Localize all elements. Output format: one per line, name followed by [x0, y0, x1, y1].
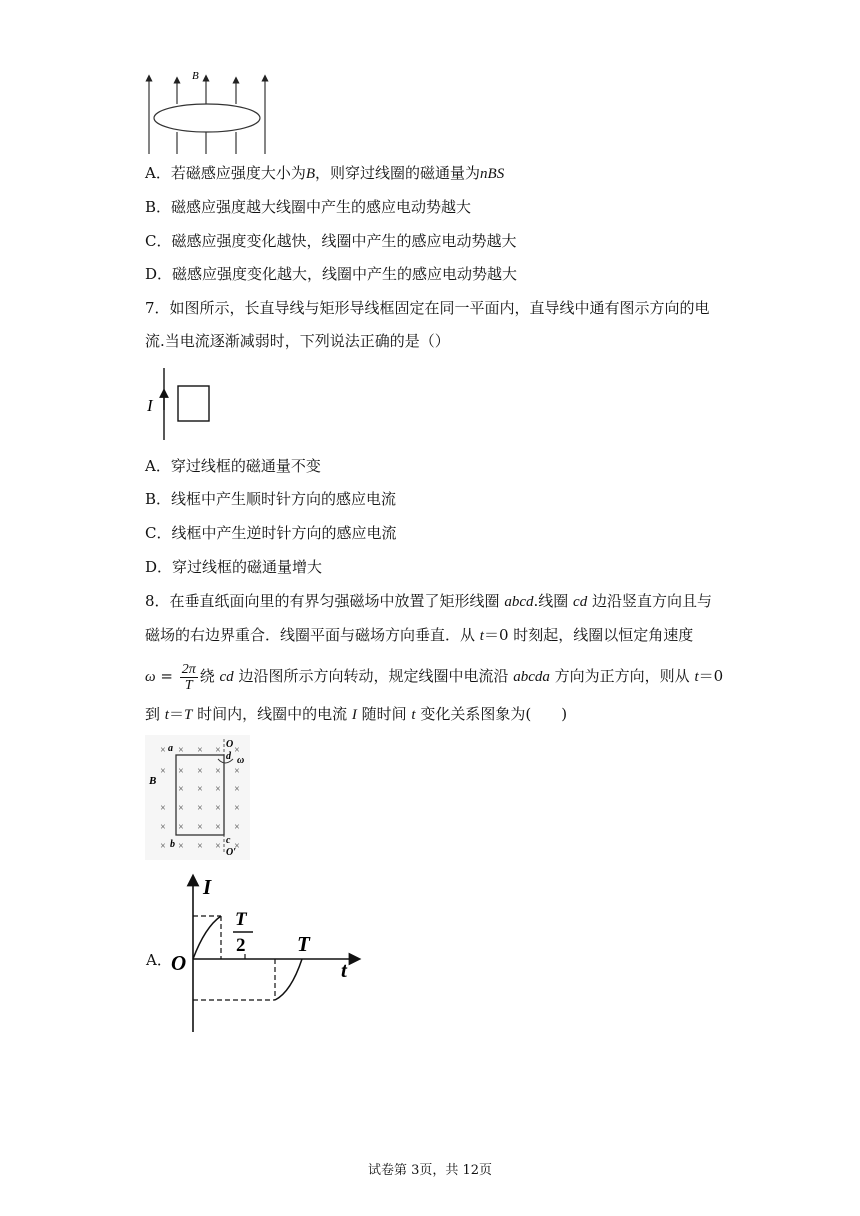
q6-option-d: D．磁感应强度变化越大，线圈中产生的感应电动势越大	[145, 265, 518, 283]
field-cross-mark: ×	[160, 803, 166, 814]
field-cross-mark: ×	[215, 745, 221, 756]
field-cross-mark: ×	[178, 841, 184, 852]
graph-origin-label: O	[171, 951, 187, 975]
q6-option-a: A．若磁感应强度大小为B，则穿过线圈的磁通量为nBS	[145, 164, 505, 182]
svg-text:O′: O′	[226, 847, 237, 858]
svg-text:b: b	[170, 839, 175, 850]
q7-option-a: A．穿过线框的磁通量不变	[145, 457, 321, 475]
field-cross-mark: ×	[215, 841, 221, 852]
svg-text:O: O	[226, 739, 234, 750]
wire-frame-figure	[144, 366, 224, 446]
field-cross-mark: ×	[178, 766, 184, 777]
q7-stem-line1: 7．如图所示，长直导线与矩形导线框固定在同一平面内，直导线中通有图示方向的电	[145, 299, 710, 317]
q7-option-d: D．穿过线框的磁通量增大	[145, 558, 323, 576]
field-cross-mark: ×	[160, 822, 166, 833]
svg-text:B: B	[149, 775, 157, 787]
q8-stem-line2: 磁场的右边界重合．线圈平面与磁场方向垂直．从 t＝0 时刻起，线圈以恒定角速度	[145, 626, 694, 644]
field-cross-mark: ×	[215, 822, 221, 833]
graph-option-a	[165, 872, 365, 1037]
svg-text:d: d	[226, 751, 231, 762]
field-cross-mark: ×	[197, 745, 203, 756]
q7-option-b: B．线框中产生顺时针方向的感应电流	[145, 490, 397, 508]
field-cross-mark: ×	[215, 784, 221, 795]
field-cross-mark: ×	[197, 784, 203, 795]
q6-option-b: B．磁感应强度越大线圈中产生的感应电动势越大	[145, 198, 472, 216]
field-cross-mark: ×	[160, 766, 166, 777]
loop-field-figure	[140, 68, 280, 158]
page-footer: 试卷第 3页，共 12页	[367, 1163, 493, 1178]
graph-x-label: t	[341, 958, 347, 982]
omega-fraction: $\frac{2\pi}{T}$	[181, 661, 196, 693]
field-cross-mark: ×	[234, 745, 240, 756]
q6-option-c: C．磁感应强度变化越快，线圈中产生的感应电动势越大	[145, 232, 517, 250]
graph-half-period-num: T	[235, 909, 247, 930]
field-cross-mark: ×	[234, 841, 240, 852]
field-label-b: B	[192, 70, 199, 82]
field-cross-mark: ×	[197, 766, 203, 777]
graph-half-period-den: 2	[236, 935, 246, 956]
field-cross-mark: ×	[160, 841, 166, 852]
field-cross-mark: ×	[178, 803, 184, 814]
current-label-i: I	[147, 396, 153, 415]
field-cross-mark: ×	[197, 822, 203, 833]
svg-text:ω: ω	[237, 755, 245, 766]
field-cross-mark: ×	[178, 745, 184, 756]
field-cross-mark: ×	[197, 803, 203, 814]
field-cross-mark: ×	[234, 766, 240, 777]
q8-stem-line4: 到 t＝T 时间内，线圈中的电流 I 随时间 t 变化关系图象为( )	[145, 705, 568, 723]
field-cross-mark: ×	[234, 803, 240, 814]
field-cross-mark: ×	[178, 822, 184, 833]
q8-stem-line1: 8．在垂直纸面向里的有界匀强磁场中放置了矩形线圈 abcd.线圈 cd 边沿竖直方向且与	[145, 592, 712, 610]
field-cross-mark: ×	[178, 784, 184, 795]
field-cross-mark: ×	[197, 841, 203, 852]
field-cross-mark: ×	[234, 822, 240, 833]
graph-option-a-letter: A．	[146, 951, 172, 969]
svg-text:a: a	[168, 743, 173, 754]
q8-stem-line3: ω = $\frac{2\pi}{T}$ 绕 cd 边沿图所示方向转动，规定线圈中电流沿 abcda 方向为正方向，则从 t＝0	[145, 661, 724, 693]
coil-field-figure	[145, 735, 250, 860]
graph-y-label: I	[203, 875, 212, 899]
field-cross-mark: ×	[215, 803, 221, 814]
field-cross-mark: ×	[234, 784, 240, 795]
field-cross-mark: ×	[215, 766, 221, 777]
svg-text:c: c	[226, 835, 231, 846]
q7-option-c: C．线框中产生逆时针方向的感应电流	[145, 524, 397, 542]
graph-period-label: T	[297, 932, 310, 956]
field-cross-mark: ×	[160, 745, 166, 756]
q7-stem-line2: 流.当电流逐渐减弱时，下列说法正确的是（）	[145, 332, 450, 350]
